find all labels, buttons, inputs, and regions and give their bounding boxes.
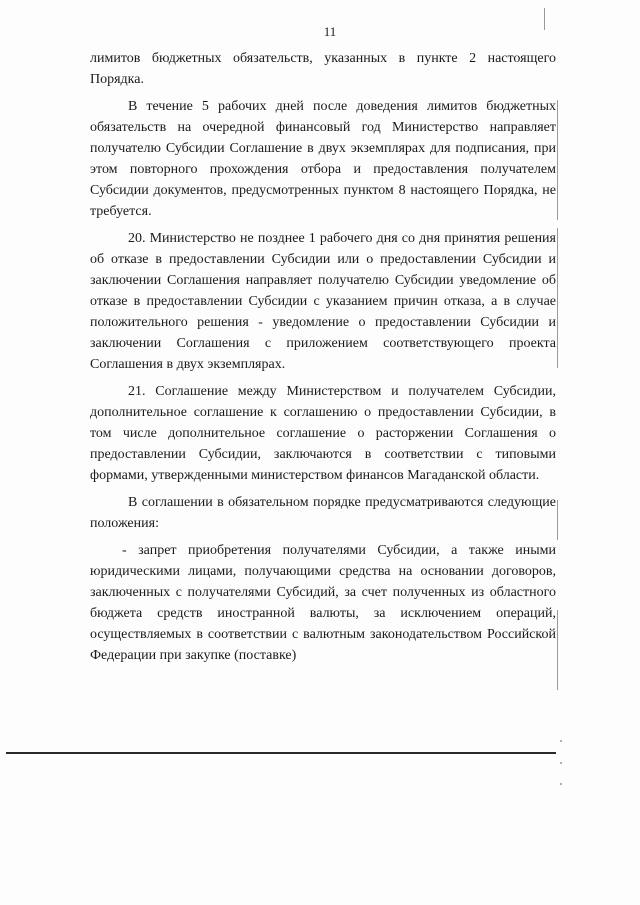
paragraph-agreement-sending: В течение 5 рабочих дней после доведения лимитов бюджетных обязательств на очередной финансовый год Министерство направляет получателю Субсидии Соглашение в двух экземплярах для подписания, при этом повторного прохождения отбора и предоставления получателем Субсидии документов, предусмотренных пунктом 8 настоящего Порядка, не требуется. [90,99,556,219]
page-number: 11 [323,24,337,39]
paragraph-item-21: 21. Соглашение между Министерством и получателем Субсидии, дополнительное соглашение к соглашению о предоставлении Субсидии, в том числе дополнительное соглашение о расторжении Соглашения о предоставлении Субсидии, заключаются в соответствии с типовыми формами, утвержденными министерством финансов Магаданской области. [90,384,556,483]
scan-artifact-dot [560,740,562,742]
document-body [90,48,556,672]
scan-artifact-line [557,610,558,690]
scan-artifact-line [557,100,558,220]
paragraph-currency-ban: - запрет приобретения получателями Субсидии, а также иными юридическими лицами, получающими средства на основании договоров, заключенных с получателями Субсидий, за счет полученных из областного бюджета средств иностранной валюты, за исключением операций, осуществляемых в соответствии с валютным законодательством Российской Федерации при закупке (поставке) [90,543,556,663]
horizontal-rule [6,752,556,754]
scan-artifact-dot [560,762,562,764]
paragraph-limits-continuation: лимитов бюджетных обязательств, указанных в пункте 2 настоящего Порядка. [90,51,556,87]
scan-artifact-dot [560,783,562,785]
paragraph-mandatory-provisions: В соглашении в обязательном порядке предусматриваются следующие положения: [90,495,556,531]
scan-artifact-line [544,8,545,30]
scan-artifact-line [557,500,558,540]
scan-artifact-line [557,228,558,368]
paragraph-item-20: 20. Министерство не позднее 1 рабочего дня со дня принятия решения об отказе в предоставлении Субсидии или о предоставлении Субсидии и заключении Соглашения направляет получателю Субсидии уведомление об отказе в предоставлении Субсидии с указанием причин отказа, а в случае положительного решения - уведомление о предоставлении Субсидии и заключении Соглашения с приложением соответствующего проекта Соглашения в двух экземплярах. [90,231,556,372]
